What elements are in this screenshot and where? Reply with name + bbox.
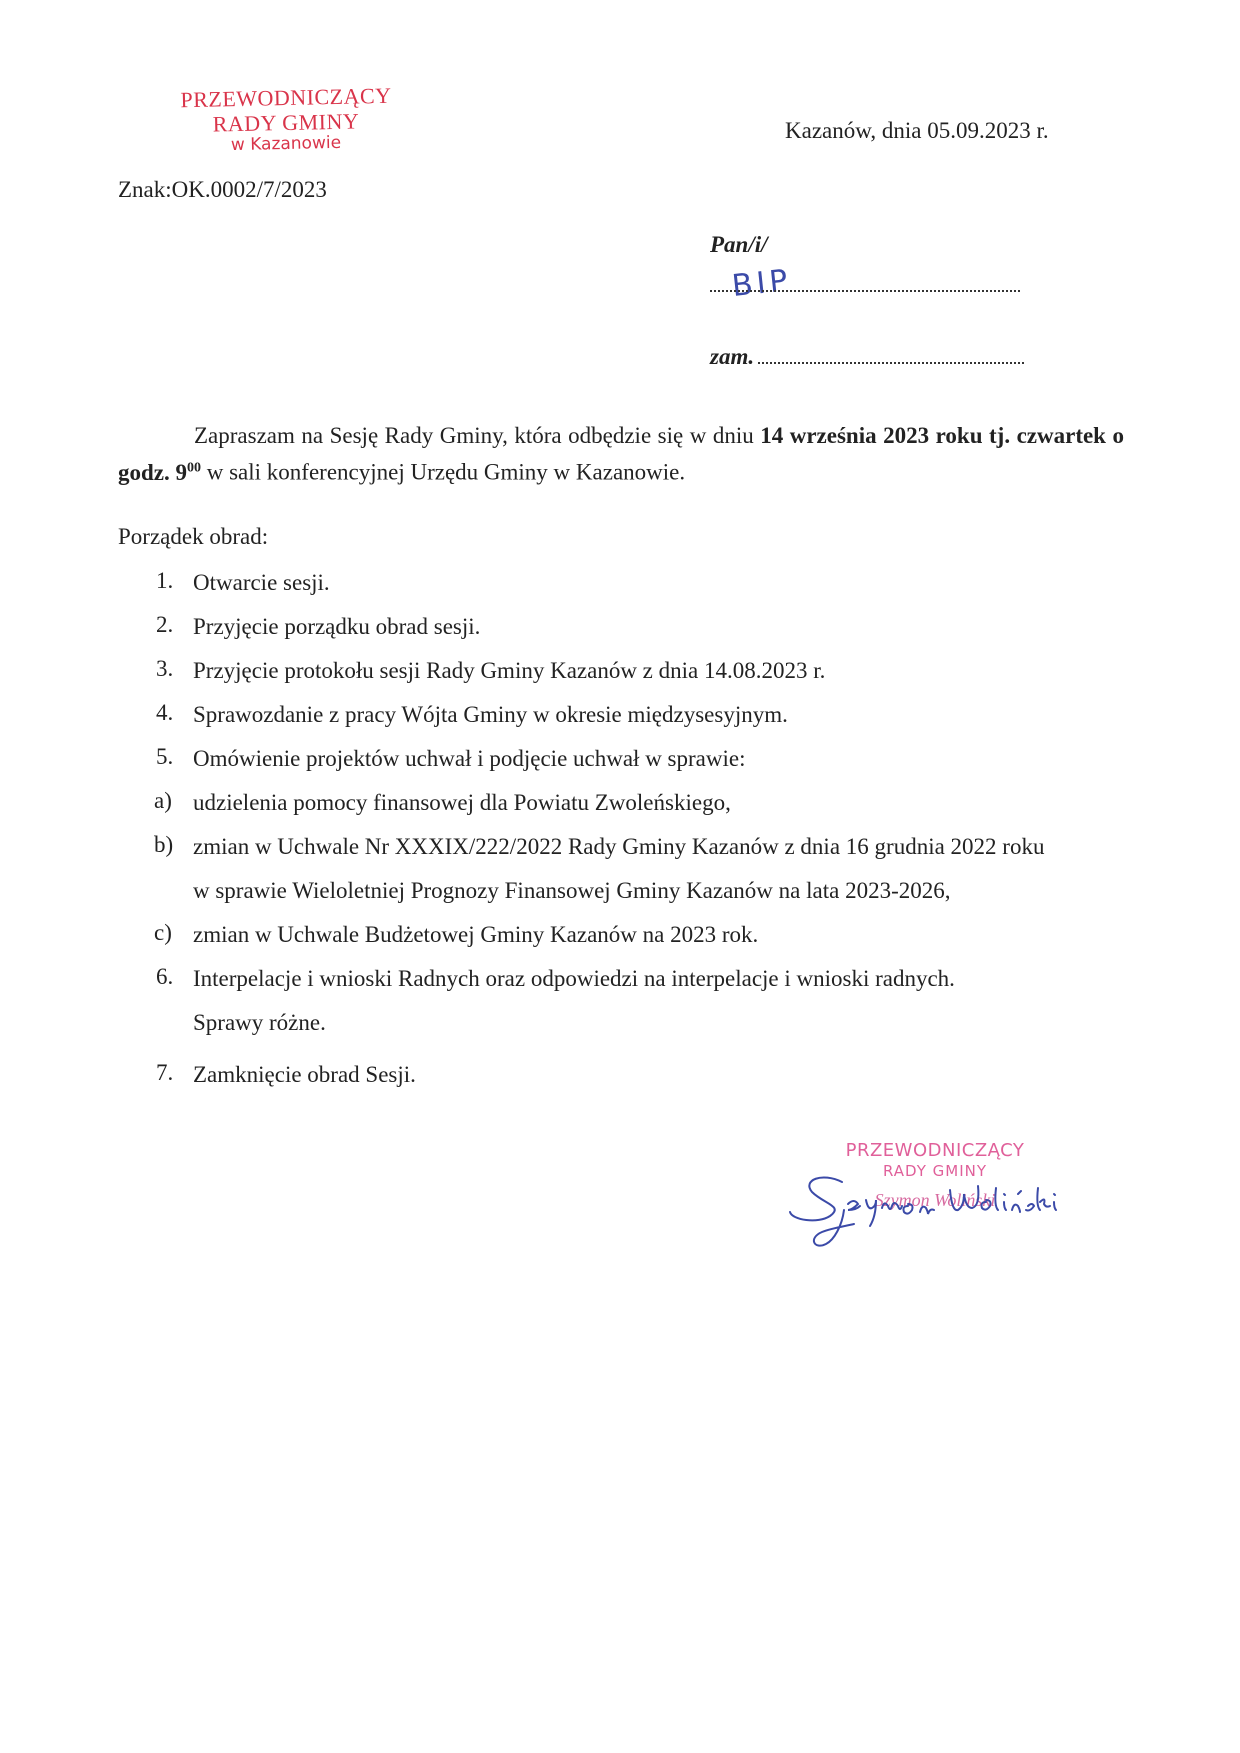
agenda-item-5a xyxy=(118,788,1128,818)
stamp-line-3: Szymon Woliński xyxy=(874,1190,996,1210)
stamp-line-3: w Kazanowie xyxy=(230,133,342,156)
addressee-dotted-line xyxy=(710,290,1020,292)
agenda-text: zmian w Uchwale Nr XXXIX/222/2022 Rady Gminy Kazanów z dnia 16 grudnia 2022 roku xyxy=(193,834,1045,859)
addressee-label: Pan/i/ xyxy=(710,232,768,257)
signature-scribble xyxy=(782,1160,1072,1250)
agenda-item-4 xyxy=(118,700,1128,730)
stamp-line-1: PRZEWODNICZĄCY xyxy=(845,1140,1025,1161)
agenda-text: Przyjęcie protokołu sesji Rady Gminy Kazanów z dnia 14.08.2023 r. xyxy=(193,658,826,683)
agenda-text: Przyjęcie porządku obrad sesji. xyxy=(193,614,481,639)
agenda-marker: 6. xyxy=(156,964,174,989)
agenda-text-continued: w sprawie Wieloletniej Prognozy Finansowej Gminy Kazanów na lata 2023-2026, xyxy=(193,878,951,903)
agenda-marker: 1. xyxy=(156,568,174,593)
agenda-text-continued: Sprawy różne. xyxy=(193,1010,326,1035)
stamp-line-2: RADY GMINY xyxy=(882,1162,988,1180)
agenda-marker: 2. xyxy=(156,612,174,637)
invitation-intro: Zapraszam na Sesję Rady Gminy, która odbędzie się w dniu xyxy=(194,423,761,448)
agenda-item-1 xyxy=(118,568,1128,598)
agenda-text: udzielenia pomocy finansowej dla Powiatu Zwoleńskiego, xyxy=(193,790,731,815)
agenda-item-3 xyxy=(118,656,1128,686)
agenda-item-2 xyxy=(118,612,1128,642)
invitation-venue: w sali konferencyjnej Urzędu Gminy w Kazanowie. xyxy=(201,459,686,485)
agenda-text: Sprawozdanie z pracy Wójta Gminy w okresie międzysesyjnym. xyxy=(193,702,788,727)
address-label: zam. xyxy=(710,344,755,369)
agenda-marker: 7. xyxy=(156,1060,174,1085)
chairman-stamp-top xyxy=(150,82,422,156)
session-date-time: 14 września 2023 roku tj. czwartek o godz. $9^{00}$ xyxy=(118,423,1124,485)
agenda-marker: c) xyxy=(154,920,172,945)
agenda-text: Omówienie projektów uchwał i podjęcie uchwał w sprawie: xyxy=(193,746,746,771)
agenda-item-5b xyxy=(118,832,1128,906)
agenda-text: Zamknięcie obrad Sesji. xyxy=(193,1062,416,1087)
agenda-text: Otwarcie sesji. xyxy=(193,570,330,595)
agenda-text: zmian w Uchwale Budżetowej Gminy Kazanów na 2023 rok. xyxy=(193,922,759,947)
stamp-line-1: PRZEWODNICZĄCY xyxy=(180,82,392,113)
agenda-marker: b) xyxy=(154,832,174,857)
handwritten-signature xyxy=(782,1160,1072,1250)
reference-number: Znak:OK.0002/7/2023 xyxy=(118,177,327,202)
agenda-marker: 4. xyxy=(156,700,174,725)
agenda-item-7 xyxy=(118,1060,1128,1090)
agenda-marker: 3. xyxy=(156,656,174,681)
agenda-list xyxy=(118,568,1128,1090)
agenda-item-5c xyxy=(118,920,1128,950)
time-minutes: 00 xyxy=(187,460,201,475)
address-dotted-line xyxy=(758,362,1024,364)
agenda-text: Interpelacje i wnioski Radnych oraz odpowiedzi na interpelacje i wnioski radnych. xyxy=(193,966,955,991)
invitation-paragraph xyxy=(118,420,1124,489)
place-and-date: Kazanów, dnia 05.09.2023 r. xyxy=(785,118,1049,143)
agenda-item-5 xyxy=(118,744,1128,774)
agenda-item-6 xyxy=(118,964,1128,1038)
agenda-title: Porządek obrad: xyxy=(118,524,269,549)
agenda-marker: 5. xyxy=(156,744,174,769)
stamp-line-2: RADY GMINY xyxy=(212,108,360,137)
handwritten-addressee: BIP xyxy=(730,262,794,305)
agenda-marker: a) xyxy=(154,788,172,813)
